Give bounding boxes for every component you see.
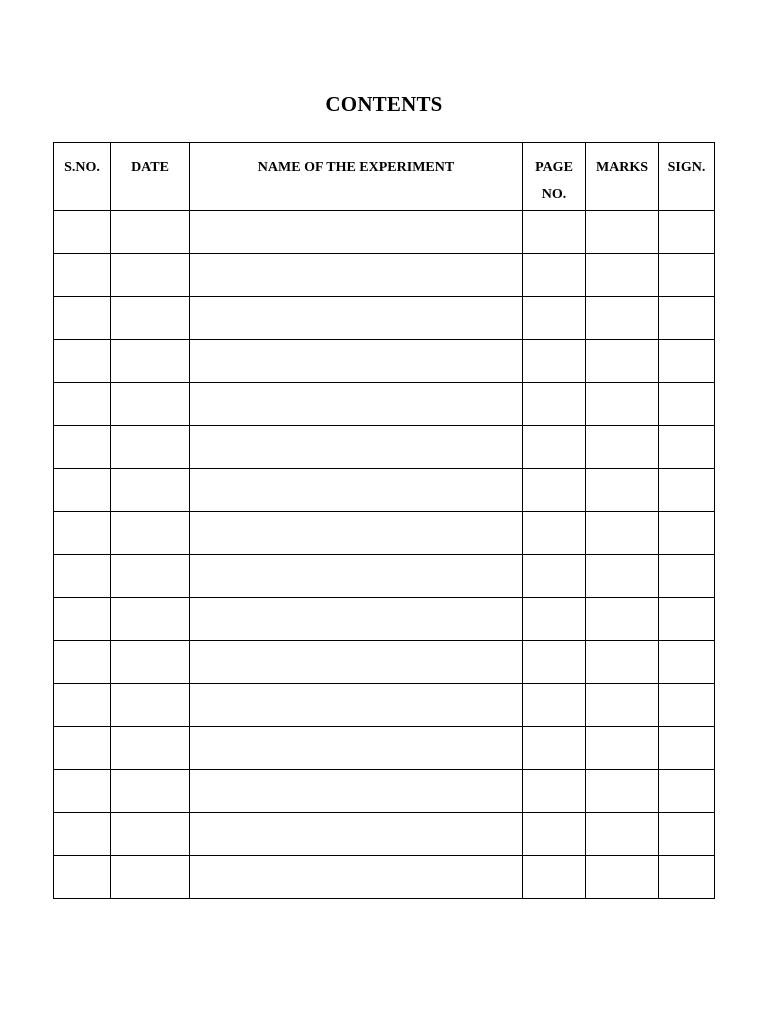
cell-date: [111, 512, 190, 555]
cell-marks: [586, 383, 659, 426]
cell-marks: [586, 727, 659, 770]
cell-marks: [586, 555, 659, 598]
cell-name: [190, 598, 523, 641]
cell-sign: [659, 684, 715, 727]
column-header-marks: MARKS: [586, 143, 659, 211]
cell-marks: [586, 426, 659, 469]
cell-sno: [54, 211, 111, 254]
cell-sign: [659, 813, 715, 856]
contents-table: [53, 142, 715, 899]
table-row: [54, 770, 715, 813]
cell-name: [190, 469, 523, 512]
column-header-page-no: [523, 143, 586, 211]
cell-page-no: [523, 641, 586, 684]
cell-sno: [54, 813, 111, 856]
cell-sign: [659, 770, 715, 813]
table-row: [54, 684, 715, 727]
cell-marks: [586, 211, 659, 254]
cell-sign: [659, 383, 715, 426]
column-header-page-no-line2: NO.: [541, 187, 567, 202]
cell-sign: [659, 297, 715, 340]
cell-page-no: [523, 770, 586, 813]
cell-sign: [659, 555, 715, 598]
cell-page-no: [523, 512, 586, 555]
cell-name: [190, 684, 523, 727]
cell-sign: [659, 512, 715, 555]
table-row: [54, 340, 715, 383]
cell-date: [111, 641, 190, 684]
cell-date: [111, 469, 190, 512]
cell-sno: [54, 297, 111, 340]
cell-sign: [659, 641, 715, 684]
cell-page-no: [523, 254, 586, 297]
cell-sign: [659, 598, 715, 641]
cell-marks: [586, 340, 659, 383]
cell-name: [190, 254, 523, 297]
cell-marks: [586, 770, 659, 813]
cell-name: [190, 727, 523, 770]
cell-name: [190, 641, 523, 684]
cell-date: [111, 254, 190, 297]
table-row: [54, 383, 715, 426]
cell-sno: [54, 555, 111, 598]
cell-date: [111, 770, 190, 813]
cell-name: [190, 340, 523, 383]
cell-sno: [54, 512, 111, 555]
cell-marks: [586, 641, 659, 684]
cell-name: [190, 856, 523, 899]
table-row: [54, 856, 715, 899]
column-header-sign: SIGN.: [659, 143, 715, 211]
cell-name: [190, 383, 523, 426]
table-row: [54, 469, 715, 512]
cell-name: [190, 770, 523, 813]
cell-marks: [586, 469, 659, 512]
cell-page-no: [523, 813, 586, 856]
cell-name: [190, 555, 523, 598]
cell-date: [111, 297, 190, 340]
cell-page-no: [523, 469, 586, 512]
cell-page-no: [523, 727, 586, 770]
cell-page-no: [523, 555, 586, 598]
cell-page-no: [523, 297, 586, 340]
cell-marks: [586, 297, 659, 340]
table-row: [54, 211, 715, 254]
cell-marks: [586, 598, 659, 641]
cell-date: [111, 684, 190, 727]
column-header-sno: S.NO.: [54, 143, 111, 211]
cell-sign: [659, 340, 715, 383]
cell-sign: [659, 469, 715, 512]
cell-sign: [659, 211, 715, 254]
cell-page-no: [523, 856, 586, 899]
table-row: [54, 426, 715, 469]
cell-date: [111, 340, 190, 383]
cell-date: [111, 856, 190, 899]
cell-sno: [54, 426, 111, 469]
cell-name: [190, 297, 523, 340]
header-row: [54, 143, 715, 211]
cell-sno: [54, 856, 111, 899]
table-row: [54, 512, 715, 555]
table-row: [54, 813, 715, 856]
cell-date: [111, 813, 190, 856]
page-title: CONTENTS: [325, 92, 443, 116]
table-row: [54, 598, 715, 641]
cell-sno: [54, 598, 111, 641]
cell-date: [111, 727, 190, 770]
table-body: [54, 211, 715, 899]
cell-page-no: [523, 598, 586, 641]
cell-page-no: [523, 684, 586, 727]
cell-sno: [54, 641, 111, 684]
cell-date: [111, 598, 190, 641]
cell-marks: [586, 813, 659, 856]
cell-page-no: [523, 426, 586, 469]
table-row: [54, 297, 715, 340]
table-row: [54, 641, 715, 684]
cell-marks: [586, 684, 659, 727]
column-header-date: DATE: [111, 143, 190, 211]
cell-marks: [586, 856, 659, 899]
cell-page-no: [523, 383, 586, 426]
cell-sno: [54, 684, 111, 727]
cell-name: [190, 426, 523, 469]
cell-sno: [54, 254, 111, 297]
table-row: [54, 254, 715, 297]
cell-marks: [586, 254, 659, 297]
cell-date: [111, 383, 190, 426]
cell-sign: [659, 426, 715, 469]
cell-name: [190, 512, 523, 555]
cell-marks: [586, 512, 659, 555]
cell-sign: [659, 727, 715, 770]
cell-sno: [54, 469, 111, 512]
cell-page-no: [523, 340, 586, 383]
cell-date: [111, 211, 190, 254]
table-row: [54, 555, 715, 598]
table-row: [54, 727, 715, 770]
cell-sno: [54, 340, 111, 383]
cell-sign: [659, 254, 715, 297]
cell-sno: [54, 770, 111, 813]
cell-sno: [54, 727, 111, 770]
cell-sno: [54, 383, 111, 426]
cell-date: [111, 426, 190, 469]
column-header-page-no-line1: PAGE: [535, 160, 573, 175]
cell-name: [190, 211, 523, 254]
column-header-name: NAME OF THE EXPERIMENT: [190, 143, 523, 211]
cell-sign: [659, 856, 715, 899]
cell-date: [111, 555, 190, 598]
cell-name: [190, 813, 523, 856]
cell-page-no: [523, 211, 586, 254]
